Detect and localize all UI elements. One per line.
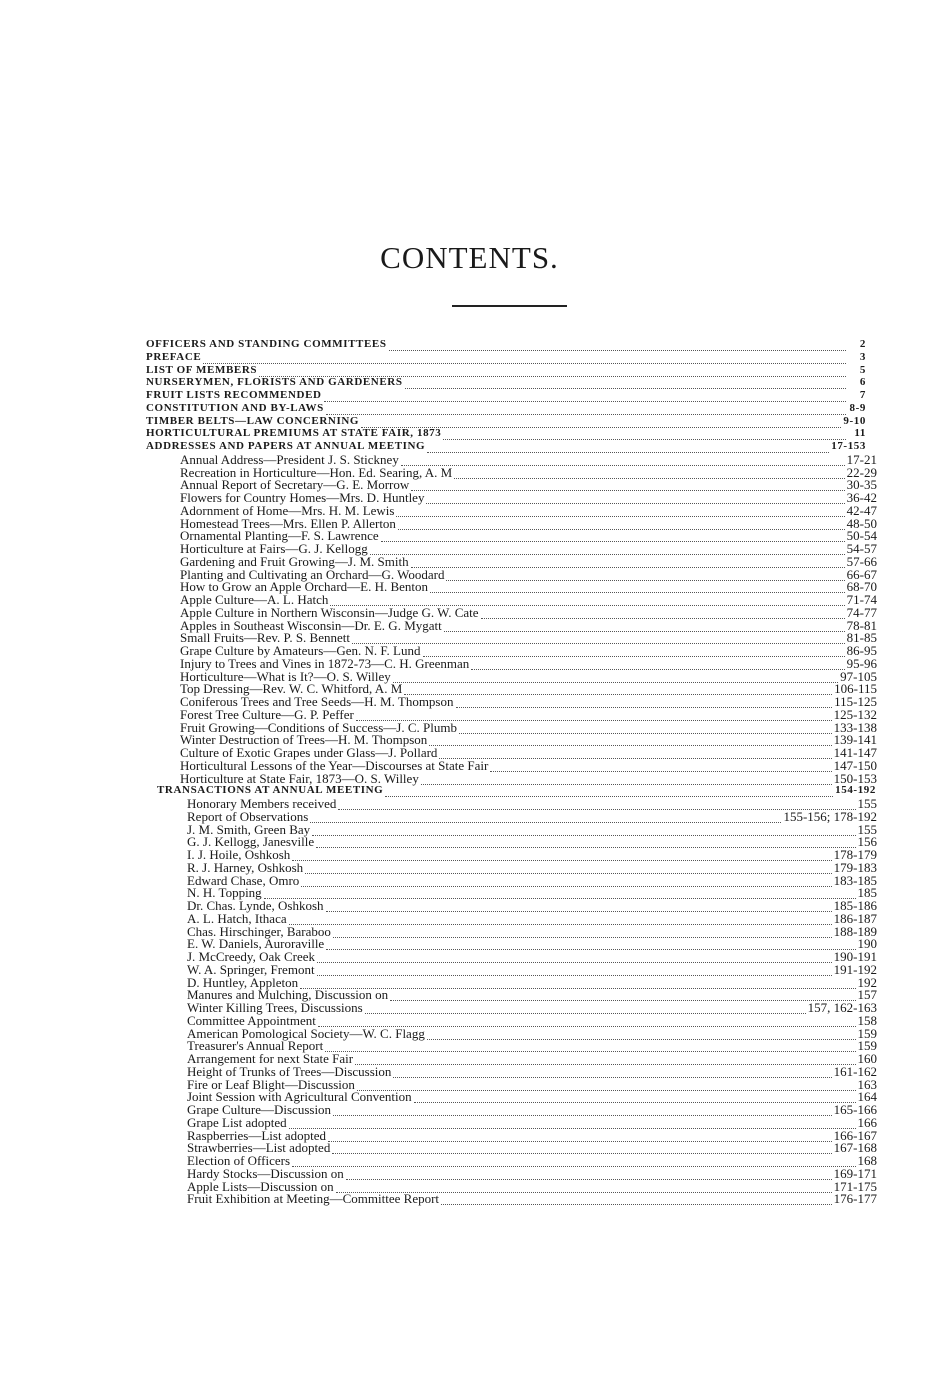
toc-entry-title: American Pomological Society—W. C. Flagg <box>187 1025 425 1041</box>
toc-leader-dots <box>324 392 846 402</box>
toc-entry-title: Hardy Stocks—Discussion on <box>187 1165 344 1181</box>
toc-entry-pages: 155 <box>857 796 877 811</box>
toc-leader-dots <box>421 775 832 785</box>
toc-entry-title: Forest Tree Culture—G. P. Peffer <box>180 706 354 722</box>
toc-entry-pages: 190 <box>857 936 877 952</box>
toc-entry-title: LIST OF MEMBERS <box>146 363 258 376</box>
toc-entry-pages: 68-70 <box>846 579 877 595</box>
toc-entry-title: Grape List adopted <box>187 1114 287 1130</box>
toc-leader-dots <box>292 851 831 861</box>
toc-entry-pages: 159 <box>857 1025 877 1041</box>
toc-entry-pages: 147-150 <box>833 757 877 773</box>
toc-entry-pages: 57-66 <box>846 553 877 569</box>
toc-leader-dots <box>405 379 846 389</box>
toc-entry-title: ADDRESSES AND PAPERS AT ANNUAL MEETING <box>146 440 426 452</box>
toc-entry-pages: 178-179 <box>833 847 877 862</box>
toc-entry-pages: 156 <box>857 834 877 850</box>
toc-entry-title: G. J. Kellogg, Janesville <box>187 834 315 850</box>
toc-leader-dots <box>414 1093 856 1103</box>
toc-leader-dots <box>490 762 831 772</box>
toc-leader-dots <box>326 902 832 912</box>
toc-entry <box>180 657 877 670</box>
toc-entry-pages: 167-168 <box>833 1140 877 1156</box>
toc-leader-dots <box>471 660 844 670</box>
toc-leader-dots <box>203 354 846 364</box>
toc-entry-title: Horticulture—What is It?—O. S. Willey <box>180 668 391 684</box>
toc-leader-dots <box>259 367 846 377</box>
toc-entry <box>180 555 877 568</box>
toc-entry <box>187 1014 877 1027</box>
toc-entry-title: Top Dressing—Rev. W. C. Whitford, A. M <box>180 681 403 697</box>
toc-entry-pages: 165-166 <box>833 1102 877 1117</box>
toc-leader-dots <box>454 469 844 479</box>
toc-leader-dots <box>328 1132 832 1142</box>
toc-entry-title: Recreation in Horticulture—Hon. Ed. Searing, A. M <box>180 464 453 480</box>
toc-entry-pages: 161-162 <box>833 1063 877 1079</box>
toc-entry <box>180 759 877 772</box>
toc-entry-title: Winter Killing Trees, Discussions <box>187 1000 363 1015</box>
toc-entry-pages: 157, 162-163 <box>807 1000 877 1015</box>
toc-leader-dots <box>427 1030 856 1040</box>
toc-entry-pages: 2 <box>859 338 866 350</box>
toc-entry-title: Honorary Members received <box>187 796 337 811</box>
toc-entry-title: R. J. Harney, Oshkosh <box>187 859 304 875</box>
toc-entry-pages: 155-156; 178-192 <box>783 808 877 824</box>
toc-leader-dots <box>312 826 855 836</box>
toc-entry <box>187 1192 877 1205</box>
toc-leader-dots <box>393 1068 831 1078</box>
toc-leader-dots <box>381 532 845 542</box>
toc-entry-pages: 48-50 <box>846 515 877 531</box>
toc-entry-title: J. McCreedy, Oak Creek <box>187 949 316 964</box>
toc-leader-dots <box>443 430 846 440</box>
toc-entry-pages: 139-141 <box>833 732 877 748</box>
toc-leader-dots <box>264 889 856 899</box>
toc-leader-dots <box>352 634 845 644</box>
toc-leader-dots <box>317 966 832 976</box>
page-title: CONTENTS. <box>380 240 559 275</box>
toc-entry-pages: 50-54 <box>846 528 877 544</box>
toc-leader-dots <box>370 545 845 555</box>
toc-entry <box>187 861 877 874</box>
toc-entry-pages: 125-132 <box>833 706 877 722</box>
toc-leader-dots <box>393 673 838 683</box>
toc-entry <box>187 1141 877 1154</box>
toc-entry-title: Chas. Hirschinger, Baraboo <box>187 923 331 939</box>
toc-entry <box>187 899 877 912</box>
toc-entry-pages: 179-183 <box>833 859 877 875</box>
toc-entry <box>146 338 866 351</box>
toc-entry-title: Gardening and Fruit Growing—J. M. Smith <box>180 553 409 569</box>
toc-entry-pages: 97-105 <box>840 668 877 684</box>
toc-entry-pages: 5 <box>859 363 866 376</box>
toc-entry-title: Horticultural Lessons of the Year—Discourses at State Fair <box>180 757 489 773</box>
toc-entry-pages: 30-35 <box>846 477 877 493</box>
toc-entry-pages: 71-74 <box>846 592 877 607</box>
toc-entry <box>146 415 866 428</box>
toc-leader-dots <box>357 1081 856 1091</box>
toc-entry-title: Strawberries—List adopted <box>187 1140 331 1156</box>
toc-entry-title: Annual Address—President J. S. Stickney <box>180 451 399 467</box>
toc-entry-pages: 74-77 <box>846 604 877 620</box>
toc-entry-pages: 54-57 <box>846 541 877 556</box>
toc-entry-title: Homestead Trees—Mrs. Ellen P. Allerton <box>180 515 396 531</box>
title-rule <box>452 305 567 307</box>
toc-leader-dots <box>444 622 845 632</box>
toc-leader-dots <box>456 698 833 708</box>
toc-leader-dots <box>411 558 845 568</box>
toc-entry-title: Flowers for Country Homes—Mrs. D. Huntley <box>180 490 425 505</box>
toc-entry <box>146 402 866 415</box>
toc-entry-title: PREFACE <box>146 350 202 363</box>
toc-leader-dots <box>481 609 845 619</box>
toc-leader-dots <box>404 685 832 695</box>
toc-entry <box>146 427 866 440</box>
toc-entry-pages: 158 <box>857 1012 877 1028</box>
toc-entry <box>146 364 866 377</box>
toc-entry-pages: 166 <box>857 1114 877 1130</box>
toc-entry-pages: 9-10 <box>843 414 866 427</box>
toc-leader-dots <box>338 800 855 810</box>
toc-entry-title: W. A. Springer, Fremont <box>187 961 315 977</box>
toc-entry-title: FRUIT LISTS RECOMMENDED <box>146 389 322 401</box>
toc-entry-pages: 78-81 <box>846 617 877 633</box>
toc-leader-dots <box>401 456 845 466</box>
toc-leader-dots <box>301 877 831 887</box>
toc-entry-title: TIMBER BELTS—LAW CONCERNING <box>146 414 360 427</box>
toc-leader-dots <box>333 1106 832 1116</box>
toc-entry <box>187 912 877 925</box>
toc-leader-dots <box>446 571 844 581</box>
toc-entry-title: Grape Culture by Amateurs—Gen. N. F. Lund <box>180 643 421 658</box>
toc-leader-dots <box>396 507 844 517</box>
toc-entry-pages: 150-153 <box>833 770 877 786</box>
toc-entry-title: TRANSACTIONS AT ANNUAL MEETING <box>157 784 384 797</box>
toc-entry <box>146 351 866 364</box>
toc-leader-dots <box>316 838 855 848</box>
toc-entry-title: D. Huntley, Appleton <box>187 974 299 990</box>
toc-entry-title: Committee Appointment <box>187 1012 316 1028</box>
toc-entry-title: HORTICULTURAL PREMIUMS AT STATE FAIR, 1873 <box>146 427 442 440</box>
toc-leader-dots <box>292 1157 856 1167</box>
toc-leader-dots <box>332 1144 831 1154</box>
toc-entry-title: Apple Culture in Northern Wisconsin—Judge G. W. Cate <box>180 604 479 620</box>
toc-entry-title: Arrangement for next State Fair <box>187 1051 354 1066</box>
toc-leader-dots <box>439 749 831 759</box>
toc-entry-title: OFFICERS AND STANDING COMMITTEES <box>146 338 387 350</box>
toc-entry <box>146 376 866 389</box>
toc-entry-pages: 86-95 <box>846 643 877 658</box>
toc-leader-dots <box>365 1004 806 1014</box>
toc-entry-title: Coniferous Trees and Tree Seeds—H. M. Thompson <box>180 694 454 709</box>
toc-leader-dots <box>289 915 832 925</box>
toc-entry-title: A. L. Hatch, Ithaca <box>187 910 287 926</box>
toc-entry-title: Apples in Southeast Wisconsin—Dr. E. G. Mygatt <box>180 617 442 633</box>
toc-leader-dots <box>317 953 832 963</box>
toc-entry-title: Height of Trunks of Trees—Discussion <box>187 1063 392 1079</box>
toc-entry-title: Edward Chase, Omro <box>187 872 300 888</box>
toc-entry-title: Planting and Cultivating an Orchard—G. Woodard <box>180 566 445 582</box>
toc-entry-pages: 192 <box>857 974 877 990</box>
toc-entry-title: N. H. Topping <box>187 885 262 901</box>
toc-entry-pages: 164 <box>857 1089 877 1105</box>
toc-entry-pages: 6 <box>859 376 866 389</box>
toc-leader-dots <box>441 1195 832 1205</box>
toc-leader-dots <box>310 813 781 823</box>
toc-leader-dots <box>426 494 844 504</box>
toc-leader-dots <box>429 736 831 746</box>
toc-leader-dots <box>389 341 846 351</box>
toc-entry <box>187 963 877 976</box>
toc-entry <box>187 874 877 887</box>
toc-entry-title: Adornment of Home—Mrs. H. M. Lewis <box>180 502 395 518</box>
toc-leader-dots <box>355 1055 855 1065</box>
toc-entry-pages: 22-29 <box>846 464 877 480</box>
toc-entry-pages: 17-21 <box>846 451 877 467</box>
toc-leader-dots <box>305 864 832 874</box>
toc-entry <box>180 453 877 466</box>
toc-entry-title: Injury to Trees and Vines in 1872-73—C. H. Greenman <box>180 655 470 671</box>
toc-entry-pages: 185 <box>857 885 877 901</box>
toc-entry-title: NURSERYMEN, FLORISTS AND GARDENERS <box>146 376 403 389</box>
toc-leader-dots <box>326 940 855 950</box>
toc-leader-dots <box>289 1119 856 1129</box>
toc-entry-pages: 8-9 <box>849 401 866 414</box>
toc-leader-dots <box>333 928 832 938</box>
toc-entry-title: Horticulture at State Fair, 1873—O. S. Willey <box>180 770 419 786</box>
toc-entry-title: E. W. Daniels, Auroraville <box>187 936 325 952</box>
toc-entry-title: Apple Culture—A. L. Hatch <box>180 592 329 607</box>
toc-leader-dots <box>411 481 844 491</box>
toc-entry-pages: 36-42 <box>846 490 877 505</box>
toc-entry-pages: 191-192 <box>833 961 877 977</box>
toc-entry-pages: 141-147 <box>833 745 877 760</box>
toc-entry-pages: 106-115 <box>834 681 877 697</box>
toc-entry-pages: 17-153 <box>831 440 866 452</box>
toc-entry-pages: 81-85 <box>846 630 877 646</box>
toc-entry-pages: 169-171 <box>833 1165 877 1181</box>
toc-leader-dots <box>346 1170 832 1180</box>
toc-entry <box>180 606 877 619</box>
toc-entry-pages: 155 <box>857 821 877 837</box>
toc-leader-dots <box>361 418 841 428</box>
toc-entry <box>187 1065 877 1078</box>
toc-entry <box>180 504 877 517</box>
toc-entry-pages: 95-96 <box>846 655 877 671</box>
toc-entry-title: I. J. Hoile, Oshkosh <box>187 847 291 862</box>
toc-entry-title: Horticulture at Fairs—G. J. Kellogg <box>180 541 368 556</box>
toc-entry-title: Manures and Mulching, Discussion on <box>187 987 389 1003</box>
toc-entry-title: Treasurer's Annual Report <box>187 1038 324 1054</box>
toc-entry-title: Fire or Leaf Blight—Discussion <box>187 1076 355 1092</box>
toc-leader-dots <box>459 724 832 734</box>
toc-entry-title: CONSTITUTION AND BY-LAWS <box>146 401 324 414</box>
toc-entry-pages: 3 <box>859 350 866 363</box>
toc-entry-title: How to Grow an Apple Orchard—E. H. Benton <box>180 579 429 595</box>
toc-leader-dots <box>423 647 845 657</box>
toc-entry-pages: 115-125 <box>834 694 877 709</box>
toc-entry-title: Dr. Chas. Lynde, Oshkosh <box>187 898 324 913</box>
toc-entry <box>187 1167 877 1180</box>
toc-entry-pages: 190-191 <box>833 949 877 964</box>
toc-entry-pages: 159 <box>857 1038 877 1054</box>
toc-entry-pages: 171-175 <box>833 1178 877 1194</box>
toc-entry-title: Culture of Exotic Grapes under Glass—J. Pollard <box>180 745 438 760</box>
toc-entry <box>187 1116 877 1129</box>
toc-leader-dots <box>326 405 846 415</box>
toc-entry-title: Report of Observations <box>187 808 309 824</box>
toc-entry-pages: 163 <box>857 1076 877 1092</box>
toc-entry-title: Election of Officers <box>187 1153 290 1168</box>
toc-entry-pages: 166-167 <box>833 1127 877 1143</box>
toc-entry-pages: 7 <box>859 389 866 401</box>
toc-entry <box>146 389 866 402</box>
toc-entry-title: Joint Session with Agricultural Convention <box>187 1089 412 1105</box>
toc-entry-title: Apple Lists—Discussion on <box>187 1178 334 1194</box>
toc-entry-title: Fruit Exhibition at Meeting—Committee Report <box>187 1191 440 1207</box>
toc-entry-pages: 188-189 <box>833 923 877 939</box>
toc-entry-title: Small Fruits—Rev. P. S. Bennett <box>180 630 350 646</box>
toc-leader-dots <box>398 520 845 530</box>
toc-entry-pages: 186-187 <box>833 910 877 926</box>
toc-leader-dots <box>325 1042 855 1052</box>
toc-entry-title: Raspberries—List adopted <box>187 1127 326 1143</box>
toc-entry <box>180 708 877 721</box>
toc-entry-pages: 157 <box>857 987 877 1003</box>
toc-entry <box>187 835 877 848</box>
toc-entry-pages: 11 <box>854 427 866 440</box>
toc-entry <box>180 772 877 785</box>
toc-leader-dots <box>427 443 829 453</box>
toc-leader-dots <box>385 787 833 797</box>
toc-entry <box>187 1103 877 1116</box>
toc-entry-title: Ornamental Planting—F. S. Lawrence <box>180 528 379 544</box>
toc-entry-title: Winter Destruction of Trees—H. M. Thompson <box>180 732 428 748</box>
toc-entry-title: J. M. Smith, Green Bay <box>187 821 311 837</box>
toc-entry-pages: 154-192 <box>835 784 876 797</box>
toc-entry-pages: 176-177 <box>833 1191 877 1207</box>
toc-leader-dots <box>390 991 855 1001</box>
toc-entry-pages: 183-185 <box>833 872 877 888</box>
toc-entry-pages: 66-67 <box>846 566 877 582</box>
toc-entry-pages: 168 <box>857 1153 877 1168</box>
toc-entry-pages: 42-47 <box>846 502 877 518</box>
toc-entry-pages: 133-138 <box>833 719 877 735</box>
toc-entry-title: Fruit Growing—Conditions of Success—J. C. Plumb <box>180 719 457 735</box>
toc-leader-dots <box>430 583 845 593</box>
toc-entry <box>187 810 877 823</box>
toc-entry-title: Grape Culture—Discussion <box>187 1102 332 1117</box>
toc-entry-pages: 185-186 <box>833 898 877 913</box>
toc-entry-pages: 160 <box>857 1051 877 1066</box>
toc-entry-title: Annual Report of Secretary—G. E. Morrow <box>180 477 410 493</box>
